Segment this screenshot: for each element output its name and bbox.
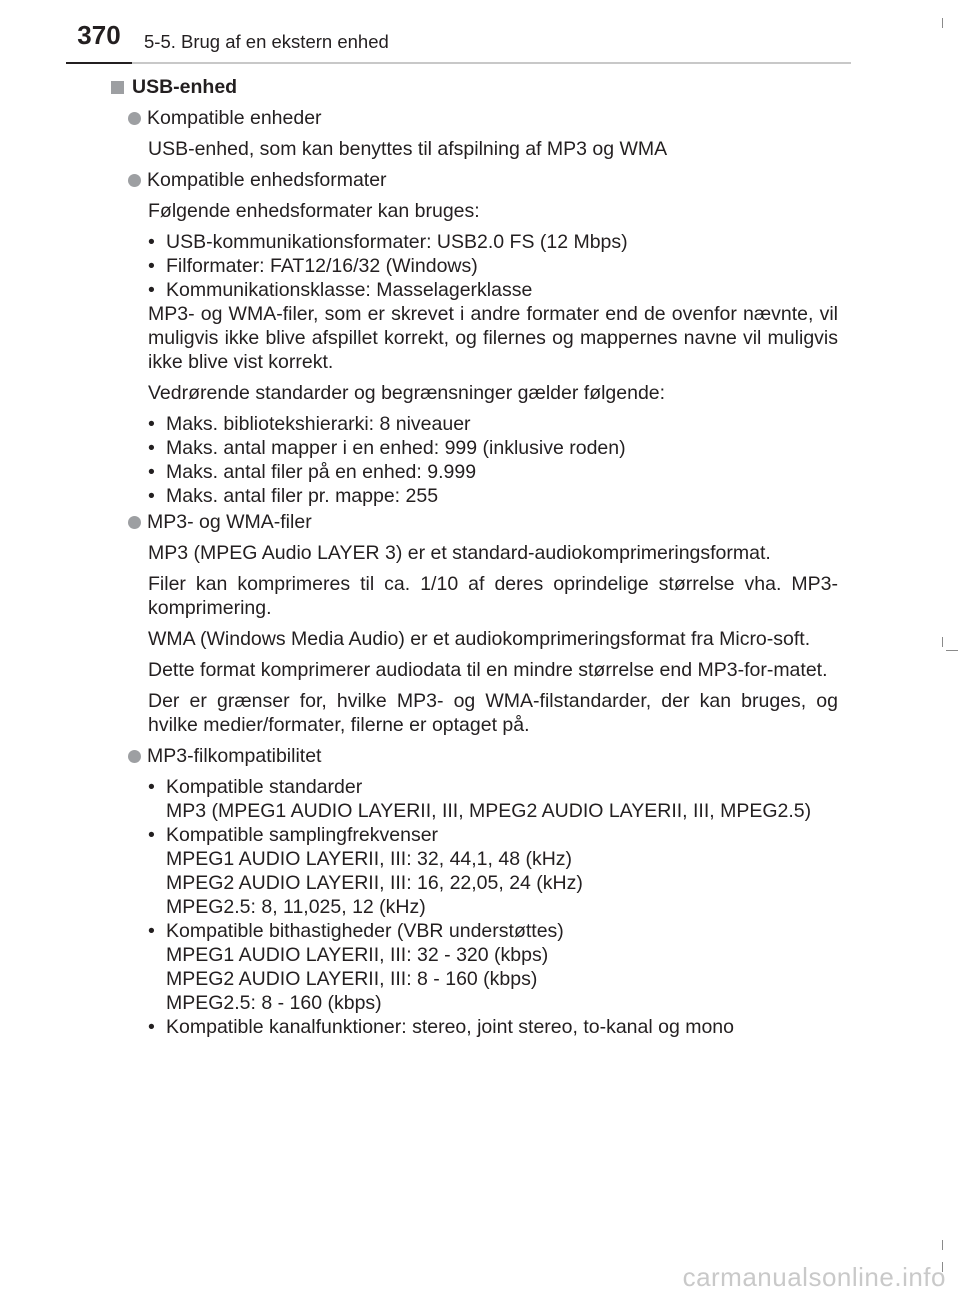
list-item-label: • Kompatible standarder — [166, 776, 363, 798]
paragraph: Dette format komprimerer audiodata til en mindre størrelse end MP3-for-matet. — [148, 659, 828, 681]
list-item: • USB-kommunikationsformater: USB2.0 FS (12 Mbps) — [148, 230, 838, 254]
subheading-text: MP3-filkompatibilitet — [147, 745, 322, 767]
list-item-detail: MPEG2 AUDIO LAYERII, III: 8 - 160 (kbps) — [166, 968, 538, 990]
list-item: • Maks. antal filer på en enhed: 9.999 — [148, 460, 838, 484]
list-item: • Maks. antal mapper i en enhed: 999 (inklusive roden) — [148, 436, 838, 460]
bullet-list — [148, 775, 838, 1039]
crop-mark — [942, 637, 943, 647]
list-item — [148, 823, 838, 919]
page-number: 370 — [77, 20, 121, 50]
list-item-detail: MPEG2.5: 8 - 160 (kbps) — [166, 992, 382, 1014]
crop-mark — [942, 18, 943, 28]
list-item-detail: MP3 (MPEG1 AUDIO LAYERII, III, MPEG2 AUDIO LAYERII, III, MPEG2.5) — [166, 800, 812, 822]
list-item-detail: MPEG2.5: 8, 11,025, 12 (kHz) — [166, 896, 426, 918]
section-heading-text: USB-enhed — [132, 76, 238, 98]
section-title: 5-5. Brug af en ekstern enhed — [144, 31, 389, 52]
subheading-text: MP3- og WMA-filer — [147, 511, 312, 533]
paragraph: WMA (Windows Media Audio) er et audiokomprimeringsformat fra Micro-soft. — [148, 628, 811, 650]
subheading-text: Kompatible enhedsformater — [147, 169, 387, 191]
list-item: • Maks. antal filer pr. mappe: 255 — [148, 484, 838, 508]
paragraph: MP3 (MPEG Audio LAYER 3) er et standard-audiokomprimeringsformat. — [148, 542, 771, 564]
page-content — [110, 72, 838, 1046]
paragraph: USB-enhed, som kan benyttes til afspilning af MP3 og WMA — [148, 138, 668, 160]
list-item-detail: MPEG2 AUDIO LAYERII, III: 16, 22,05, 24 (kHz) — [166, 872, 583, 894]
list-item-detail: MPEG1 AUDIO LAYERII, III: 32, 44,1, 48 (kHz) — [166, 848, 573, 870]
list-item: • Kommunikationsklasse: Masselagerklasse — [148, 278, 838, 302]
circle-bullet-icon — [128, 112, 141, 125]
paragraph: Der er grænser for, hvilke MP3- og WMA-filstandarder, der kan bruges, og hvilke medier/formater, filerne er optaget på. — [148, 690, 838, 736]
crop-mark — [946, 650, 958, 651]
section-heading — [110, 75, 838, 99]
bullet-list — [148, 230, 838, 302]
subheading — [128, 168, 838, 192]
list-item-label: • Kompatible kanalfunktioner: stereo, joint stereo, to-kanal og mono — [166, 1016, 734, 1038]
subheading — [128, 106, 838, 130]
list-item-detail: MPEG1 AUDIO LAYERII, III: 32 - 320 (kbps) — [166, 944, 549, 966]
subheading — [128, 744, 838, 768]
circle-bullet-icon — [128, 750, 141, 763]
list-item-label: • Kompatible bithastigheder (VBR understøttes) — [166, 920, 564, 942]
crop-mark — [942, 1240, 943, 1250]
circle-bullet-icon — [128, 516, 141, 529]
subheading — [128, 510, 838, 534]
paragraph: Følgende enhedsformater kan bruges: — [148, 200, 480, 222]
list-item — [148, 775, 838, 823]
header-divider — [66, 62, 851, 64]
paragraph: Vedrørende standarder og begrænsninger gælder følgende: — [148, 382, 666, 404]
circle-bullet-icon — [128, 174, 141, 187]
list-item-label: • Kompatible samplingfrekvenser — [166, 824, 439, 846]
watermark: carmanualsonline.info — [682, 1262, 946, 1292]
list-item — [148, 1015, 838, 1039]
paragraph: Filer kan komprimeres til ca. 1/10 af deres oprindelige størrelse vha. MP3-komprimering. — [148, 573, 838, 619]
subheading-text: Kompatible enheder — [147, 107, 322, 129]
note-paragraph: MP3- og WMA-filer, som er skrevet i andre formater end de ovenfor nævnte, vil muligvis ikke blive afspillet korrekt, og filernes og mappernes navne vil muligvis ikke blive vist korrekt. — [148, 303, 838, 373]
page-header — [0, 0, 960, 70]
list-item: • Maks. bibliotekshierarki: 8 niveauer — [148, 412, 838, 436]
bullet-list — [148, 412, 838, 508]
square-bullet-icon — [111, 81, 124, 94]
list-item: • Filformater: FAT12/16/32 (Windows) — [148, 254, 838, 278]
list-item — [148, 919, 838, 1015]
